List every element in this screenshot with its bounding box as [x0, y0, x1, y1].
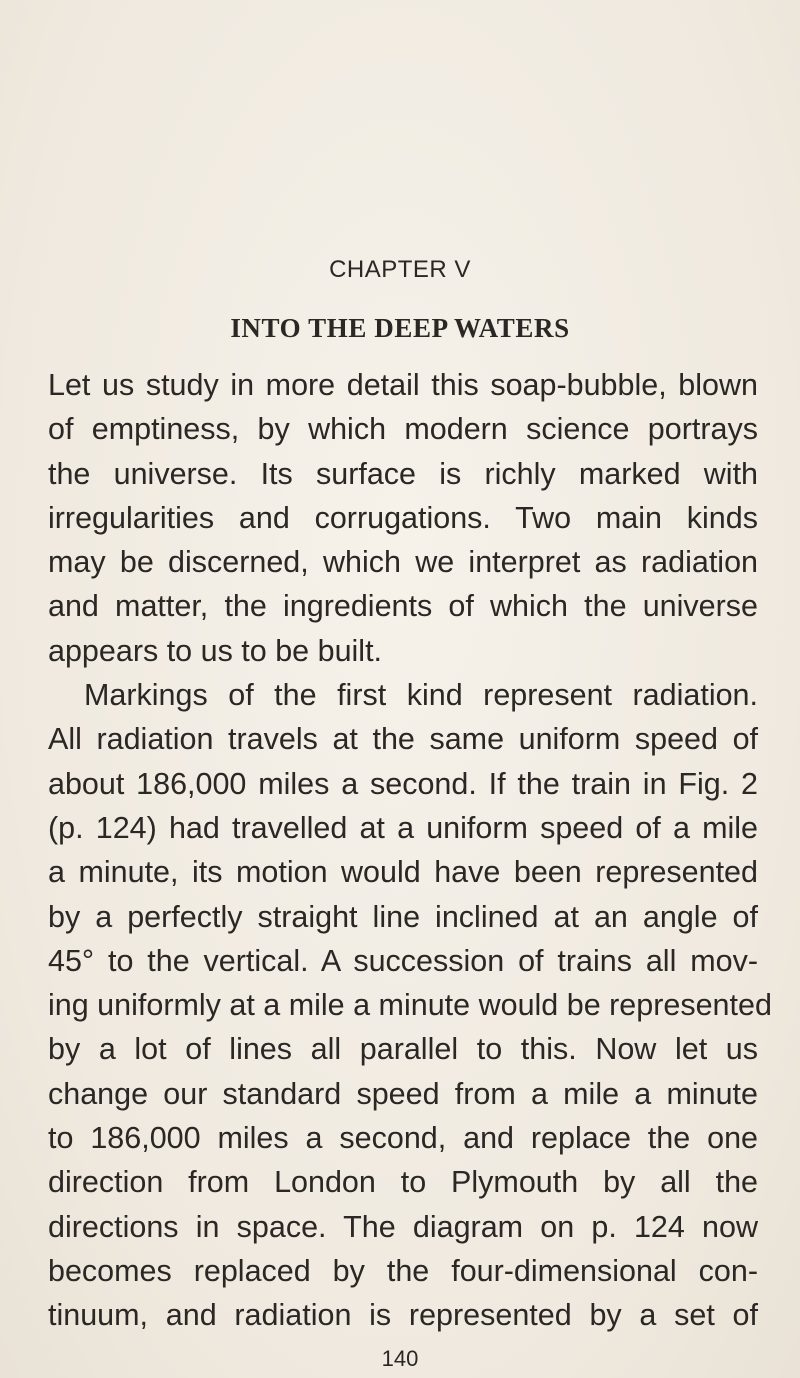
text-line: irregularities and corrugations. Two main kinds — [48, 500, 758, 535]
text-line: Markings of the first kind represent radiation. — [84, 678, 758, 713]
text-line: about 186,000 miles a second. If the train in Fig. 2 — [48, 766, 758, 801]
text-line: directions in space. The diagram on p. 124 now — [48, 1209, 758, 1244]
text-line: change our standard speed from a mile a minute — [48, 1076, 758, 1111]
chapter-title: INTO THE DEEP WATERS — [230, 313, 570, 343]
chapter-label: CHAPTER V — [329, 256, 471, 283]
text-line: to 186,000 miles a second, and replace the one — [48, 1121, 758, 1156]
text-line: becomes replaced by the four-dimensional con- — [48, 1253, 758, 1288]
text-line: Let us study in more detail this soap-bubble, blown — [48, 368, 758, 402]
text-line: may be discerned, which we interpret as radiation — [48, 545, 758, 580]
text-line: appears to us to be built. — [48, 633, 383, 668]
text-line: (p. 124) had travelled at a uniform speed of a mile — [48, 810, 758, 845]
text-line: All radiation travels at the same uniform speed of — [48, 722, 758, 757]
text-line: ing uniformly at a mile a minute would be represented — [48, 988, 772, 1023]
text-line: 45° to the vertical. A succession of trains all mov- — [48, 943, 758, 978]
text-line: a minute, its motion would have been represented — [48, 855, 758, 890]
text-line: of emptiness, by which modern science portrays — [48, 412, 758, 447]
text-line: by a perfectly straight line inclined at an angle of — [48, 899, 758, 934]
body-text — [48, 363, 772, 1338]
text-line: by a lot of lines all parallel to this. Now let us — [48, 1032, 758, 1067]
text-line: tinuum, and radiation is represented by a set of — [48, 1298, 758, 1333]
page-number: 140 — [381, 1346, 419, 1371]
text-line: direction from London to Plymouth by all the — [48, 1165, 758, 1200]
text-line: and matter, the ingredients of which the universe — [48, 589, 758, 624]
text-line: the universe. Its surface is richly marked with — [48, 456, 758, 491]
